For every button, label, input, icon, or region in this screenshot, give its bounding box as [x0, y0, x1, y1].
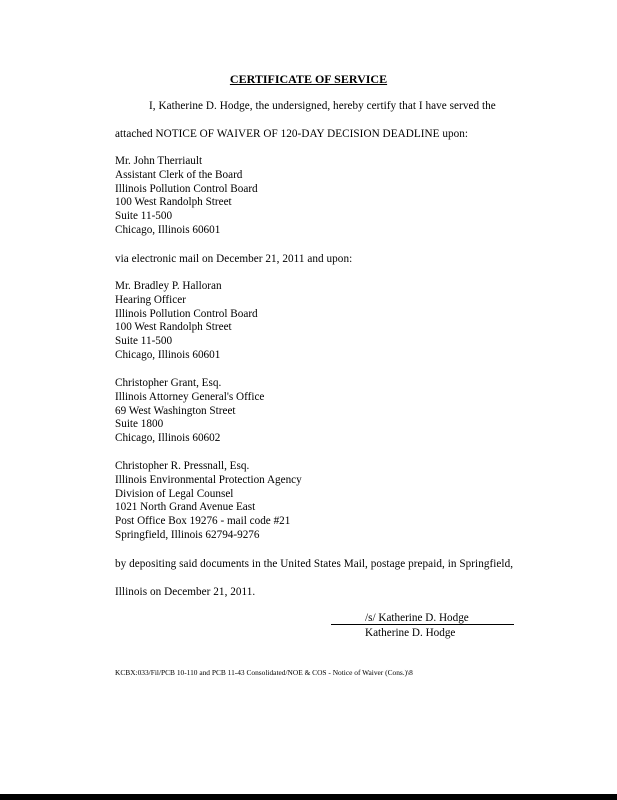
recipient-4-pobox: Post Office Box 19276 - mail code #21	[115, 515, 291, 528]
recipient-4-division: Division of Legal Counsel	[115, 487, 234, 500]
recipient-2-street: 100 West Randolph Street	[115, 321, 232, 334]
recipient-4-org: Illinois Environmental Protection Agency	[115, 473, 302, 486]
recipient-1-address	[115, 155, 258, 238]
closing-line-1: by depositing said documents in the United States Mail, postage prepaid, in Springfield,	[115, 558, 514, 570]
recipient-2-name: Mr. Bradley P. Halloran	[115, 280, 222, 292]
intro-line-1: I, Katherine D. Hodge, the undersigned, hereby certify that I have served the	[149, 100, 496, 112]
recipient-1-street: 100 West Randolph Street	[115, 196, 232, 209]
recipient-1-city: Chicago, Illinois 60601	[115, 223, 221, 236]
recipient-2-suite: Suite 11-500	[115, 335, 173, 348]
signature-electronic: /s/ Katherine D. Hodge	[365, 612, 469, 624]
recipient-4-address	[115, 460, 302, 543]
document-title: CERTIFICATE OF SERVICE	[229, 72, 388, 86]
recipient-3-org: Illinois Attorney General's Office	[115, 390, 265, 403]
recipient-2-title: Hearing Officer	[115, 293, 186, 306]
recipient-1-suite: Suite 11-500	[115, 210, 173, 223]
recipient-1-title: Assistant Clerk of the Board	[115, 168, 243, 181]
recipient-3-suite: Suite 1800	[115, 418, 164, 431]
recipient-3-street: 69 West Washington Street	[115, 404, 236, 417]
recipient-4-city: Springfield, Illinois 62794-9276	[115, 528, 260, 541]
recipient-1-name: Mr. John Therriault	[115, 155, 203, 167]
intro-line-2: attached NOTICE OF WAIVER OF 120-DAY DECISION DEADLINE upon:	[115, 128, 469, 140]
document-footer: KCBX:033/Fil/PCB 10-110 and PCB 11-43 Consolidated/NOE & COS - Notice of Waiver (Cons.)\8	[115, 668, 413, 677]
closing-line-2: Illinois on December 21, 2011.	[115, 586, 256, 598]
recipient-3-address	[115, 377, 264, 446]
scan-edge-bar	[0, 794, 617, 800]
signature-line	[331, 624, 514, 625]
recipient-2-city: Chicago, Illinois 60601	[115, 348, 221, 361]
recipient-4-street: 1021 North Grand Avenue East	[115, 501, 256, 514]
via-line: via electronic mail on December 21, 2011 and upon:	[115, 253, 353, 265]
signature-printed-name: Katherine D. Hodge	[365, 627, 456, 639]
recipient-3-name: Christopher Grant, Esq.	[115, 377, 222, 389]
recipient-3-city: Chicago, Illinois 60602	[115, 432, 221, 445]
recipient-1-org: Illinois Pollution Control Board	[115, 182, 258, 195]
recipient-2-address	[115, 280, 258, 363]
recipient-2-org: Illinois Pollution Control Board	[115, 307, 258, 320]
recipient-4-name: Christopher R. Pressnall, Esq.	[115, 460, 250, 472]
